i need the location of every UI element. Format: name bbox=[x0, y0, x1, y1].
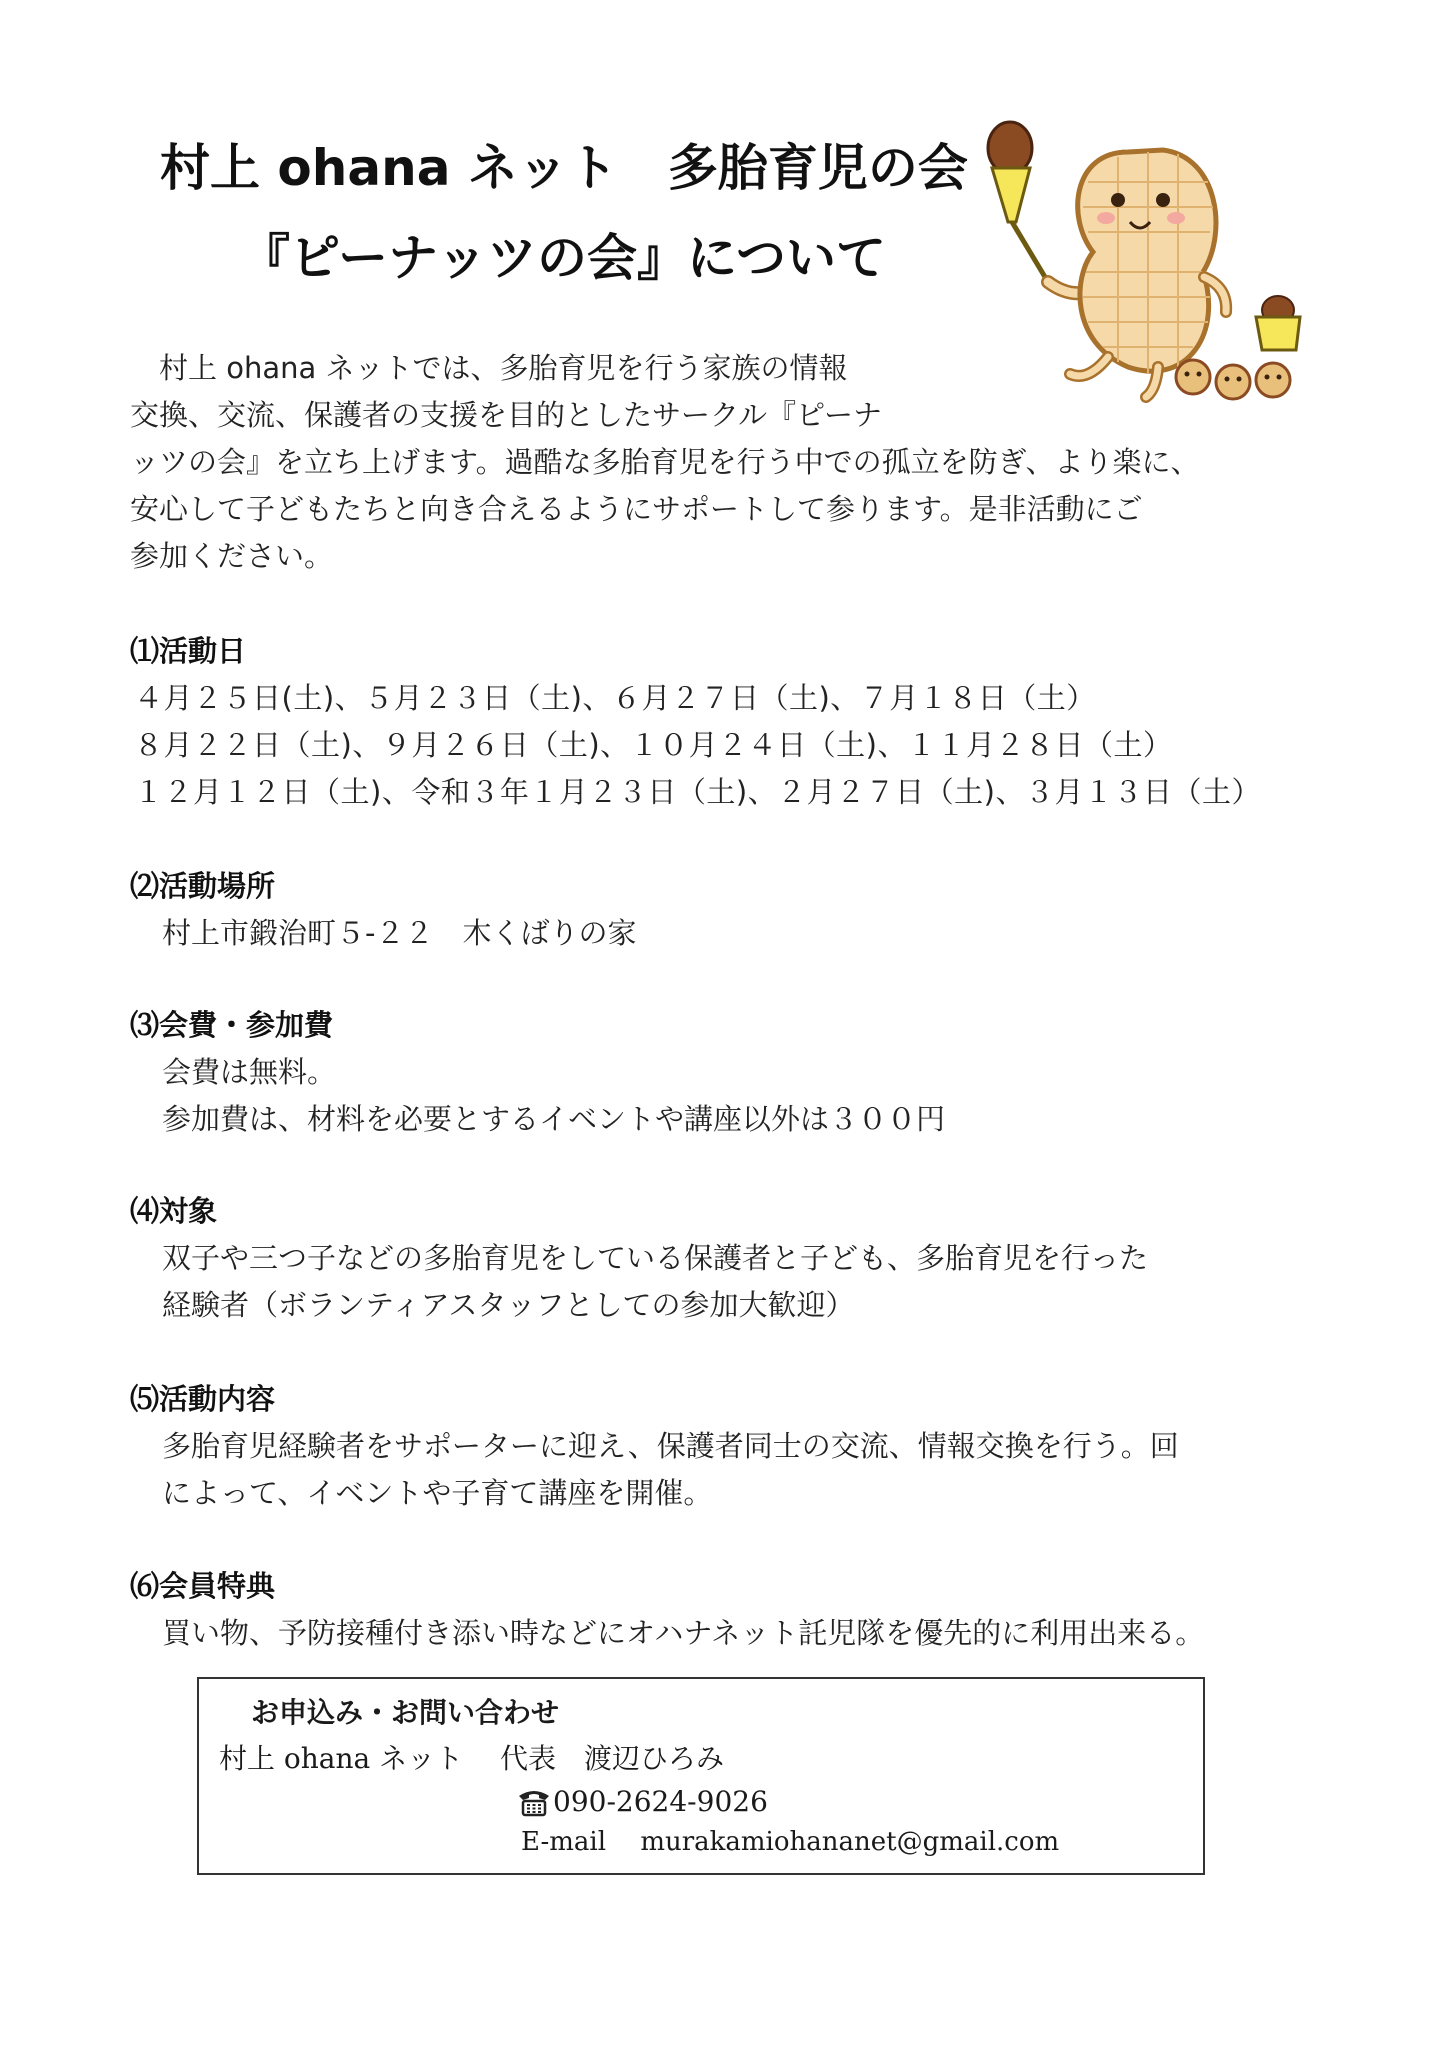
section-member-benefits bbox=[130, 1563, 1204, 1657]
contact-title: お申込み・お問い合わせ bbox=[251, 1696, 560, 1729]
contact-organization: 村上 ohana ネット 代表 渡辺ひろみ bbox=[219, 1742, 725, 1775]
content-line: によって、イベントや子育て講座を開催。 bbox=[162, 1476, 713, 1510]
benefit-line: 買い物、予防接種付き添い時などにオハナネット託児隊を優先的に利用出来る。 bbox=[162, 1616, 1205, 1650]
intro-line: 交換、交流、保護者の支援を目的としたサークル『ピーナ bbox=[130, 398, 882, 432]
phone-icon bbox=[517, 1787, 551, 1817]
location-text: 村上市鍛治町５-２２ 木くばりの家 bbox=[162, 916, 637, 950]
email-label: E-mail bbox=[521, 1827, 607, 1857]
target-line: 経験者（ボランティアスタッフとしての参加大歓迎） bbox=[162, 1288, 855, 1322]
contact-box bbox=[197, 1677, 1205, 1875]
section-activity-content bbox=[130, 1376, 1179, 1517]
date-line: ４月２５日(土)、５月２３日（土)、６月２７日（土)、７月１８日（土） bbox=[134, 681, 1096, 715]
section-heading: ⑶会費・参加費 bbox=[130, 1008, 334, 1042]
fee-line: 参加費は、材料を必要とするイベントや講座以外は３００円 bbox=[162, 1102, 946, 1136]
section-heading: ⑹会員特典 bbox=[130, 1569, 276, 1603]
contact-phone bbox=[517, 1785, 768, 1818]
phone-number: 090-2624-9026 bbox=[553, 1785, 768, 1818]
intro-paragraph bbox=[130, 345, 1200, 580]
section-heading: ⑵活動場所 bbox=[130, 869, 276, 903]
section-heading: ⑷対象 bbox=[130, 1194, 218, 1228]
section-target bbox=[130, 1188, 1148, 1329]
content-line: 多胎育児経験者をサポーターに迎え、保護者同士の交流、情報交換を行う。回 bbox=[162, 1429, 1179, 1463]
page-title: 村上 ohana ネット 多胎育児の会 bbox=[160, 139, 968, 197]
intro-line: 参加ください。 bbox=[130, 539, 334, 573]
section-location bbox=[130, 863, 636, 957]
date-line: １２月１２日（土)、令和３年１月２３日（土)、２月２７日（土)、３月１３日（土） bbox=[134, 775, 1261, 809]
fee-line: 会費は無料。 bbox=[162, 1055, 337, 1089]
target-line: 双子や三つ子などの多胎育児をしている保護者と子ども、多胎育児を行った bbox=[162, 1241, 1149, 1275]
intro-line: 安心して子どもたちと向き合えるようにサポートして参ります。是非活動にご bbox=[130, 492, 1143, 526]
section-fees bbox=[130, 1002, 945, 1143]
section-heading: ⑴活動日 bbox=[130, 634, 247, 668]
intro-line: 村上 ohana ネットでは、多胎育児を行う家族の情報 bbox=[130, 351, 848, 385]
date-line: ８月２２日（土)、９月２６日（土)、１０月２４日（土)、１１月２８日（土） bbox=[134, 728, 1173, 762]
email-address[interactable]: murakamiohananet@gmail.com bbox=[640, 1827, 1060, 1857]
section-heading: ⑸活動内容 bbox=[130, 1382, 276, 1416]
section-activity-dates bbox=[130, 628, 1261, 816]
contact-email-row bbox=[521, 1827, 1059, 1857]
intro-line: ッツの会』を立ち上げます。過酷な多胎育児を行う中での孤立を防ぎ、より楽に、 bbox=[130, 445, 1200, 479]
page-subtitle: 『ピーナッツの会』について bbox=[240, 229, 886, 287]
